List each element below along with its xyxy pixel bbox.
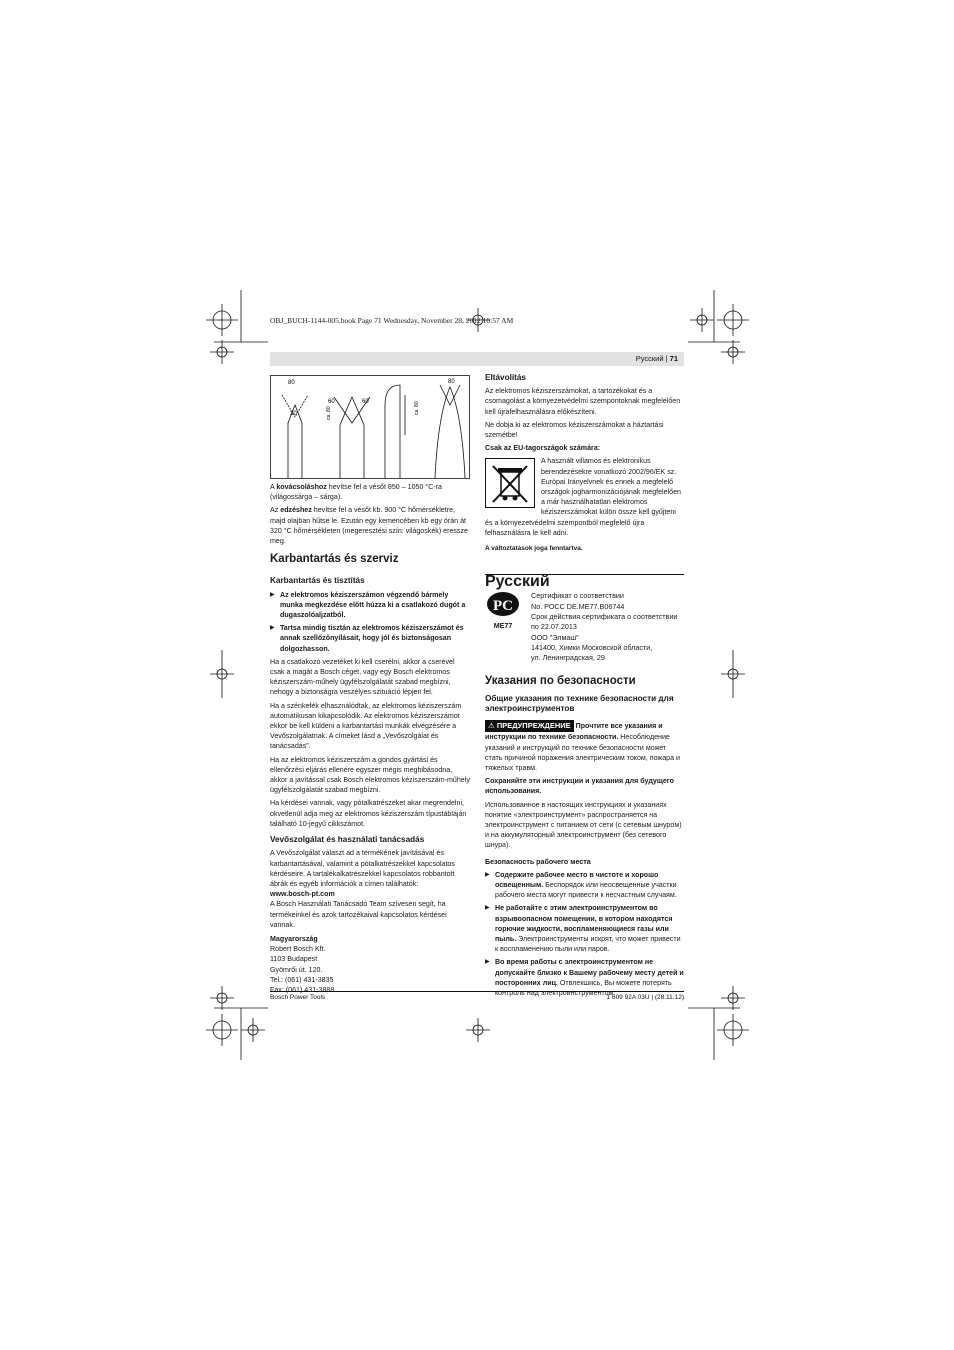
fig-label-b: 30 [290, 411, 297, 417]
eu-title: Csak az EU-tagországok számára: [485, 444, 601, 453]
cert-mark: ME77 [493, 621, 513, 630]
fig-label-f: ca. 80 [326, 406, 332, 420]
country-name: Magyarország [270, 934, 318, 943]
footer-left: Bosch Power Tools [270, 994, 326, 1001]
footer-right: 1 609 92A 03U | (28.11.12) [606, 994, 684, 1001]
fig-label-g: ca. 80 [414, 401, 420, 415]
bullet-clean: ▶ Tartsa mindig tisztán az elektromos kéziszerszámot és annak szellőzőnyílásait, hogy jól és biztonságosan dolgozhasson. [270, 623, 470, 654]
page-header [270, 352, 684, 366]
certificate-block [485, 591, 684, 663]
svg-text:PC: PC [493, 598, 513, 615]
bullet-explosive: ▶ Не работайте с этим электроинструментом во взрывоопасном помещении, в котором находятся горючие жидкости, воспламеняющиеся газы или пыль. Электроинструменты искрят, что может привести к воспламенению пыли или паров. [485, 903, 684, 954]
cert-line: ул. Ленинградская, 29 [531, 653, 605, 663]
russian-title: Русский [485, 573, 550, 591]
header-language: Русский [635, 354, 664, 363]
fig-label-e: 80 [448, 379, 455, 385]
left-column [270, 482, 470, 995]
cert-line: 141400, Химки Московской области, [531, 642, 653, 652]
fig-label-d: 60 [328, 399, 335, 405]
bullet-unplug: ▶ Az elektromos kéziszerszámon végzendő bármely munka megkezdése előtt húzza ki a csatlakozó dugót a dugaszolóaljzatból. [270, 590, 470, 621]
eu-text: A használt villamos és elektronikus berendezésekre vonatkozó 2002/96/EK sz. Európai Irányelvnek és ennek a megfelelő országok jogharmonizációjának megfelelően a már használhatatlan elektromos kéziszerszámokat külön össze kell gyűjteni és a környezetvédelmi szempontból megfelelő újra felhasználásra le kell adni. [485, 457, 681, 537]
disposal-title: Eltávolítás [485, 373, 526, 382]
cert-lines [531, 591, 677, 663]
footer-rule [270, 991, 684, 992]
sub-title-service: Vevőszolgálat és használati tanácsadás [270, 835, 425, 845]
workplace-title: Безопасность рабочего места [485, 857, 591, 866]
cert-line: Сертификат о соответствии [531, 591, 624, 601]
disposal-warning: Ne dobja ki az elektromos kéziszerszámokat a háztartási szemétbe! [485, 420, 664, 440]
rostest-icon [486, 591, 520, 617]
para-service: A Vevőszolgálat választ ad a termékének javításával és karbantartásával, valamint a pótalkatrészekkel kapcsolatos kérdéseire. A tartalékalkatrészekkel kapcsolatos robbantott ábrák és egyéb információk a címen találhatók: [270, 849, 455, 888]
safety-subtitle: Общие указания по технике безопасности для электроинструментов [485, 693, 674, 713]
bullet-workplace-clean: ▶ Содержите рабочее место в чистоте и хорошо освещенным. Беспорядок или неосвещенные участки рабочего места могут привести к несчастным случаям. [485, 870, 684, 901]
term-note: Использованное в настоящих инструкциях и указаниях понятие «электроинструмент» распространяется на электроинструмент с питанием от сети (с сетевым шнуром) и на аккумуляторный электроинструмент (без сетевого шнура). [485, 800, 682, 850]
cert-line: No. РОСС DE.ME77.B06744 [531, 601, 625, 611]
address-line: Fax: (061) 431-3888 [270, 985, 335, 994]
weee-bin-icon [485, 458, 535, 508]
eu-block [485, 456, 684, 538]
rights-note: A változtatások joga fenntartva. [485, 545, 583, 553]
forging-note: A kovácsoláshoz hevítse fel a vésőt 850 – 1050 °C-ra (világossárga – sárga). [270, 483, 443, 502]
sub-title-cleaning: Karbantartás és tisztítás [270, 576, 365, 586]
address-line: Tel.: (061) 431-3835 [270, 975, 334, 984]
cert-logo [485, 591, 521, 663]
fig-label-a: 80 [288, 380, 295, 386]
hardening-note: Az edzéshez hevítse fel a vésőt kb. 900 °C hőmérsékletre, majd olajban hűtse le. Ezután egy kemencében kb egy órán át 320 °C hőmérsékleten (megeresztési szín: világoskék) eressze meg. [270, 506, 468, 546]
safety-title: Указания по безопасности [485, 674, 636, 687]
para-repair: Ha az elektromos kéziszerszám a gondos gyártási és ellenőrzési eljárás ellenére egyszer mégis meghibásodna, akkor a javítással csak Bosch elektromos kéziszerszám-műhely ügyfélszolgálatát szabad megbízni. [270, 755, 470, 795]
service-url[interactable]: www.bosch-pt.com [270, 890, 335, 899]
disposal-para: Az elektromos kéziszerszámokat, a tartozékokat és a csomagolást a környezetvédelmi szempontoknak megfelelően kell újrafelhasználásra előkészíteni. [485, 387, 681, 416]
print-info: OBJ_BUCH-1144-005.book Page 71 Wednesday, November 28, 2012 10:57 AM [270, 316, 514, 325]
cert-line: ООО "Элмаш" [531, 632, 579, 642]
header-text: Русский | 71 [635, 354, 678, 363]
fig-label-c: 60 [362, 399, 369, 405]
cert-line: Срок действия сертификата о соответствии [531, 612, 678, 622]
warning-badge: ⚠ ПРЕДУПРЕЖДЕНИЕ [485, 720, 574, 732]
address-line: 1103 Budapest [270, 955, 318, 964]
para-brushes: Ha a szénkefék elhasználódtak, az elektromos kéziszerszám automatikusan kikapcsolódik. Az elektromos kéziszerszámot ekkor be kell küldeni a karbantartási munkák elvégzésére a Vevőszolgálatnak. A címeket lásd a „Vevőszolgálat és tanácsadás”. [270, 701, 462, 751]
cert-line: по 22.07.2013 [531, 622, 577, 632]
save-note: Сохраняйте эти инструкции и указания для будущего использования. [485, 777, 674, 796]
para-cable: Ha a csatlakozó vezetéket ki kell cserélni, akkor a cserével csak a magát a Bosch céget, vagy egy Bosch elektromos kéziszerszám-műhely ügyfélszolgálatát szabad megbízni, nehogy a biztonságra veszélyes szituáció lépjen fel. [270, 657, 455, 697]
section-title-maintenance: Karbantartás és szerviz [270, 553, 399, 566]
right-column [485, 373, 684, 1001]
warning-para: ⚠ ПРЕДУПРЕЖДЕНИЕ Прочтите все указания и инструкции по технике безопасности. Несоблюдение указаний и инструкций по технике безопасности может стать причиной поражения электрическим током, пожара и тяжелых травм. [485, 721, 680, 772]
bullet-children: ▶ Во время работы с электроинструментом не допускайте близко к Вашему рабочему месту детей и посторонних лиц. Отвлекшись, Вы можете потерять контроль над электроинструментом. [485, 957, 684, 998]
address-block [270, 944, 470, 995]
address-line: Gyömrői út. 120. [270, 965, 323, 974]
page-number: 71 [669, 354, 678, 363]
para-team: A Bosch Használati Tanácsadó Team szívesen segít, ha termékeinkel és azok tartozékaival kapcsolatos kérdései vannak. [270, 900, 447, 929]
para-questions: Ha kérdései vannak, vagy pótalkatrészeket akar megrendelni, okvetlenül adja meg az elektromos kéziszerszám típustábláján található 10-jegyű cikkszámot. [270, 799, 467, 828]
address-line: Robert Bosch Kft. [270, 945, 326, 954]
chisel-figure [270, 375, 470, 479]
